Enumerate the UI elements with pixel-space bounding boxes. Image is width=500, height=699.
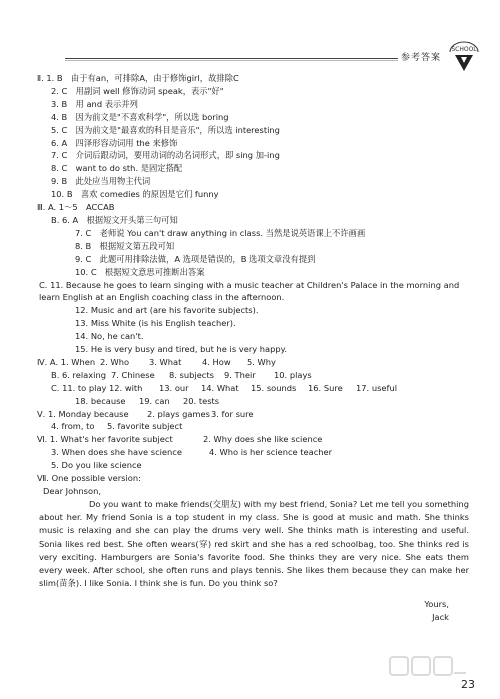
answer-cell: 15. sounds <box>251 382 297 393</box>
answer-cell: 2. Who <box>100 356 130 367</box>
answer-cell: 3. for sure <box>211 408 254 419</box>
answer-cell: C. 11. to play <box>51 382 107 393</box>
letter-greeting: Dear Johnson, <box>43 486 101 496</box>
answer-cell: 5. favorite subject <box>107 421 183 432</box>
section-3 <box>37 201 477 356</box>
answer-line: 8. B 根据短文第五段可知 <box>75 240 175 251</box>
answer-line: 12. Music and art (are his favorite subjects). <box>75 305 259 316</box>
answer-line: 9. C 此题可用排除法做，A 选项是错误的，B 选项文章没有提到 <box>75 253 316 264</box>
answer-line: 3. B 用 and 表示并列 <box>51 98 138 109</box>
answer-cell: Ⅵ. 1. What's her favorite subject <box>37 434 173 445</box>
answer-row <box>37 382 477 395</box>
answer-cell: 14. What <box>201 382 239 393</box>
header-rule-thin <box>65 60 410 61</box>
answer-line: Ⅱ. 1. B 由于有an，可排除A，由于修饰girl，故排除C <box>37 73 239 83</box>
badge-text: SCHOOL <box>451 46 477 53</box>
answer-line: 13. Miss White (is his English teacher). <box>75 318 236 329</box>
section-4 <box>37 356 477 408</box>
answer-line: 5. C 因为前文是"最喜欢的科目是音乐"，所以选 interesting <box>51 124 280 135</box>
answer-line: 10. B 喜欢 comedies 的原因是它们 funny <box>51 189 219 200</box>
section-2 <box>37 72 477 201</box>
answer-cell: 19. can <box>139 395 170 406</box>
page-header <box>40 44 480 68</box>
answer-line: B. 6. A 根据短文开头第三句可知 <box>51 214 178 225</box>
answer-cell: 10. plays <box>274 369 312 380</box>
answer-line: 15. He is very busy and tired, but he is very happy. <box>75 344 288 355</box>
answer-line: 5. Do you like science <box>51 460 142 471</box>
watermark-icon <box>388 653 468 679</box>
answer-line: 8. C want to do sth. 是固定搭配 <box>51 163 183 174</box>
answer-row <box>37 446 477 459</box>
answer-line: 2. C 用副词 well 修饰动词 speak，表示"好" <box>51 85 224 96</box>
answer-cell: Ⅴ. 1. Monday because <box>37 408 129 419</box>
section-7-head: Ⅶ. One possible version: <box>37 473 141 484</box>
answer-row <box>37 395 477 408</box>
answer-row <box>37 433 477 446</box>
answer-cell: 4. from, to <box>51 421 95 432</box>
answer-cell: 4. Who is her science teacher <box>209 447 333 458</box>
answer-cell: 4. How <box>202 356 231 367</box>
answer-cell: 13. our <box>159 382 189 393</box>
answer-cell: 3. When does she have science <box>51 447 182 458</box>
answer-cell: Ⅳ. A. 1. When <box>37 356 96 367</box>
answer-line: 7. C 介词后跟动词，要用动词的动名词形式，即 sing 加-ing <box>51 150 280 161</box>
answer-row <box>37 408 477 421</box>
page-number: 23 <box>461 678 475 691</box>
letter-closing: Yours, <box>424 599 449 610</box>
school-badge-icon <box>446 40 482 74</box>
answer-line: 14. No, he can't. <box>75 331 144 342</box>
section-3-head: Ⅲ. A. 1～5 ACCAB <box>37 202 115 213</box>
letter-signature: Jack <box>432 612 449 623</box>
answer-cell: 17. useful <box>356 382 398 393</box>
answer-line: 6. A 四泽形容动词用 the 来修饰 <box>51 137 178 148</box>
answer-line: 9. B 此处应当用物主代词 <box>51 176 151 187</box>
header-title: 参考答案 <box>398 50 444 63</box>
answer-cell: 9. Their <box>224 369 256 380</box>
answer-cell: 7. Chinese <box>111 369 155 380</box>
answer-row <box>37 356 477 369</box>
section-7 <box>37 472 477 624</box>
answer-cell: 18. because <box>75 395 126 406</box>
answer-cell: 16. Sure <box>308 382 343 393</box>
header-rule <box>65 58 410 59</box>
answer-cell: 2. plays games <box>147 408 210 419</box>
answer-line: 10. C 根据短文意思可推断出答案 <box>75 266 205 277</box>
answer-cell: 20. tests <box>183 395 220 406</box>
answer-line: 7. C 老师说 You can't draw anything in class. 当然是说英语课上不许画画 <box>75 227 366 238</box>
answer-cell: 8. subjects <box>169 369 214 380</box>
answer-content <box>37 72 477 624</box>
answer-line: 4. B 因为前文是"不喜欢科学"，所以选 boring <box>51 111 229 122</box>
letter-body: Do you want to make friends(交朋友) with my best friend, Sonia? Let me tell you something about her. My friend Sonia is a top student in my class. She is good at music and math. She thinks music is relaxing and she can play the drums very well. She thinks math is interesting and useful. Sonia likes red best. She often wears(穿) red skirt and she has a red schoolbag, too. She thinks red is very exciting. Hamburgers are Sonia's favorite food. She thinks they are very nice. She eats them every week. After school, she often runs and plays tennis. She likes them because they can make her slim(苗条). I like Sonia. I think she is fun. Do you think so? <box>39 498 469 589</box>
answer-cell: 12. with <box>109 382 143 393</box>
answer-paragraph: C. 11. Because he goes to learn singing with a music teacher at Children's Palace in the morning and learn English at an English coaching class in the afternoon. <box>39 279 460 303</box>
section-6 <box>37 433 477 472</box>
answer-cell: 3. What <box>149 356 182 367</box>
answer-cell: 5. Why <box>247 356 276 367</box>
answer-cell: B. 6. relaxing <box>51 369 106 380</box>
answer-row <box>37 369 477 382</box>
answer-cell: 2. Why does she like science <box>203 434 323 445</box>
section-5 <box>37 408 477 434</box>
answer-row <box>37 420 477 433</box>
